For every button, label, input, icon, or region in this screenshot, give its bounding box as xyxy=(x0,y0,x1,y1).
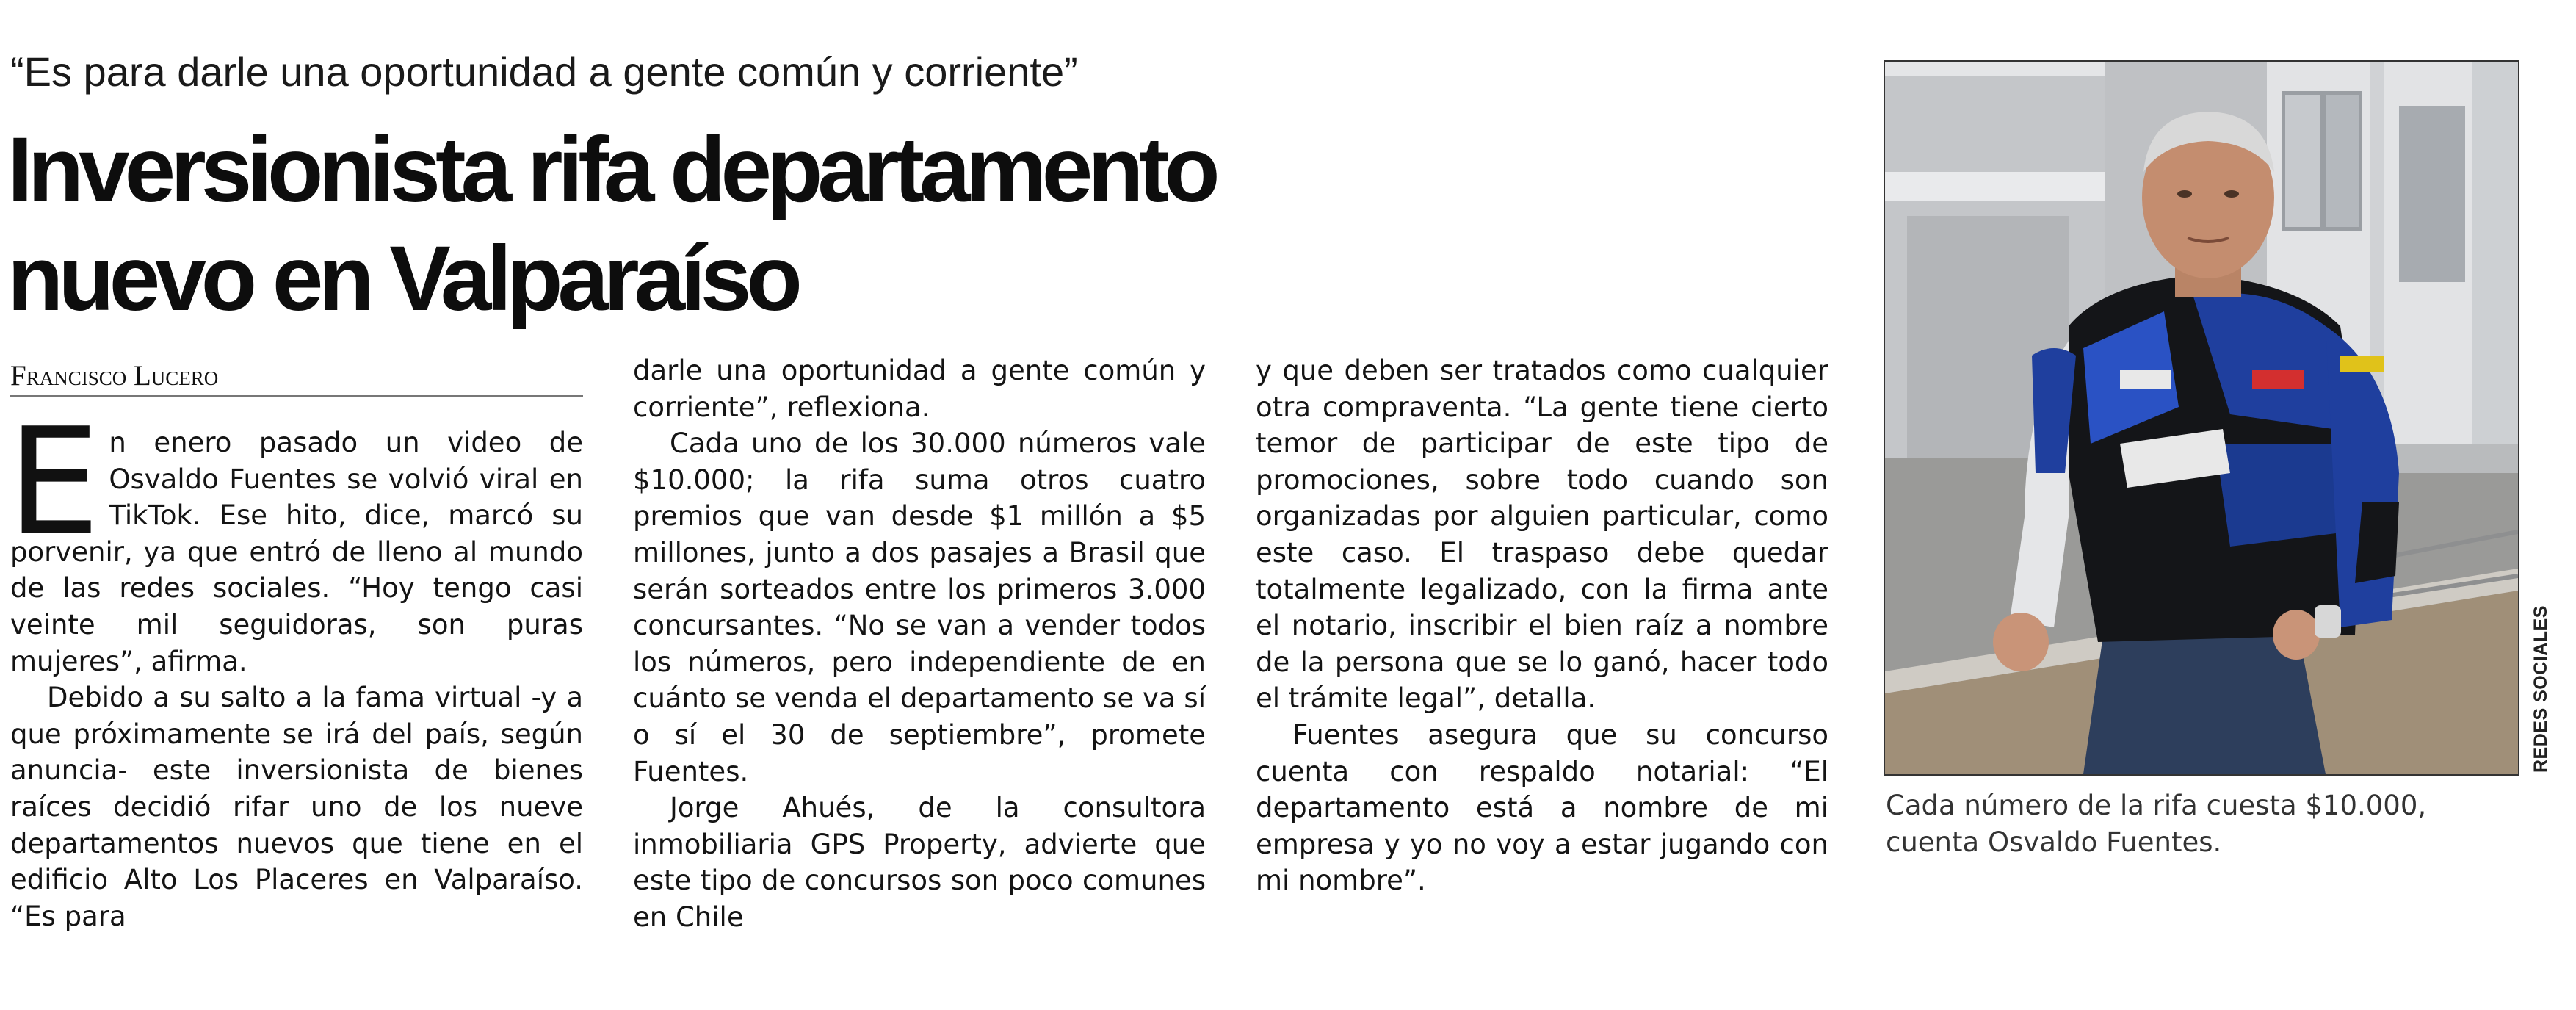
left-hand xyxy=(1993,613,2049,671)
headline-line-2: nuevo en Valparaíso xyxy=(7,228,797,330)
paragraph-continued: darle una oportunidad a gente común y corriente”, reflexiona. xyxy=(633,355,1206,423)
photo-credit: REDES SOCIALES xyxy=(2530,605,2551,773)
caption-line-1: Cada número de la rifa cuesta $10.000, xyxy=(1886,790,2427,821)
author-byline: Francisco Lucero xyxy=(10,358,583,397)
jacket-logo xyxy=(2340,356,2384,372)
jacket-right-arm-panel xyxy=(2355,502,2399,583)
wristwatch xyxy=(2315,605,2341,638)
article-photo xyxy=(1884,60,2519,776)
photo-illustration xyxy=(1885,62,2518,774)
paragraph-intro-text: n enero pasado un video de Osvaldo Fuentes se volvió viral en TikTok. Ese hito, dice, marcó su porvenir, ya que entró de lleno al mundo de las redes sociales. “Hoy tengo casi veinte mil seguidoras, son puras mujeres”, afirma. xyxy=(10,427,583,677)
headline-line-1: Inversionista rifa departamento xyxy=(7,119,1215,221)
paragraph: Debido a su salto a la fama virtual -y a que próximamente se irá del país, según anuncia- este inversionista de bienes raíces decidió rifar uno de los nueve departamentos nuevos que tiene en el edificio Alto Los Placeres en Valparaíso. “Es para xyxy=(10,682,583,932)
right-hand xyxy=(2273,610,2320,660)
paragraph: Fuentes asegura que su concurso cuenta con respaldo notarial: “El departamento está a nombre de mi empresa y yo no voy a estar jugando con mi nombre”. xyxy=(1256,718,1828,897)
caption-line-2: cuenta Osvaldo Fuentes. xyxy=(1886,826,2222,858)
jacket-blue-panel xyxy=(2215,444,2348,547)
photo-caption xyxy=(1886,787,2517,861)
building-balcony xyxy=(1885,172,2113,201)
article-column-3 xyxy=(1256,353,1828,899)
jacket-logo xyxy=(2252,370,2304,389)
window-pane xyxy=(2285,95,2320,227)
building-window xyxy=(2399,106,2465,282)
jacket-logo xyxy=(2120,370,2171,389)
article-column-1 xyxy=(7,397,583,934)
building-wall xyxy=(2472,62,2518,444)
drop-cap: E xyxy=(7,397,101,568)
window-pane xyxy=(2326,95,2359,227)
paragraph-continued: y que deben ser tratados como cualquier otra compraventa. “La gente tiene cierto temor de participar de este tipo de promociones, sobre todo cuando son organizadas por alguien particular, como este caso. El traspaso debe quedar totalmente legalizado, con la firma ante el notario, inscribir el bien raíz a nombre de la persona que se lo ganó, hacer todo el trámite legal”, detalla. xyxy=(1256,355,1828,715)
article-headline xyxy=(7,116,1843,333)
eye xyxy=(2224,190,2239,198)
paragraph: Jorge Ahués, de la consultora inmobiliaria GPS Property, advierte que este tipo de concursos son poco comunes en Chile xyxy=(633,792,1206,933)
eye xyxy=(2177,190,2192,198)
paragraph-intro xyxy=(7,397,583,679)
article-kicker: “Es para darle una oportunidad a gente común y corriente” xyxy=(10,48,1078,95)
paragraph: Cada uno de los 30.000 números vale $10.000; la rifa suma otros cuatro premios que van desde $1 millón a $5 millones, junto a dos pasajes a Brasil que serán sorteados entre los primeros 3.000 concursantes. “No se van a vender todos los números, pero independiente de en cuánto se venda el departamento se va sí o sí el 30 de septiembre”, promete Fuentes. xyxy=(633,428,1206,787)
article-column-2 xyxy=(633,353,1206,936)
building-ledge xyxy=(1885,62,2113,76)
